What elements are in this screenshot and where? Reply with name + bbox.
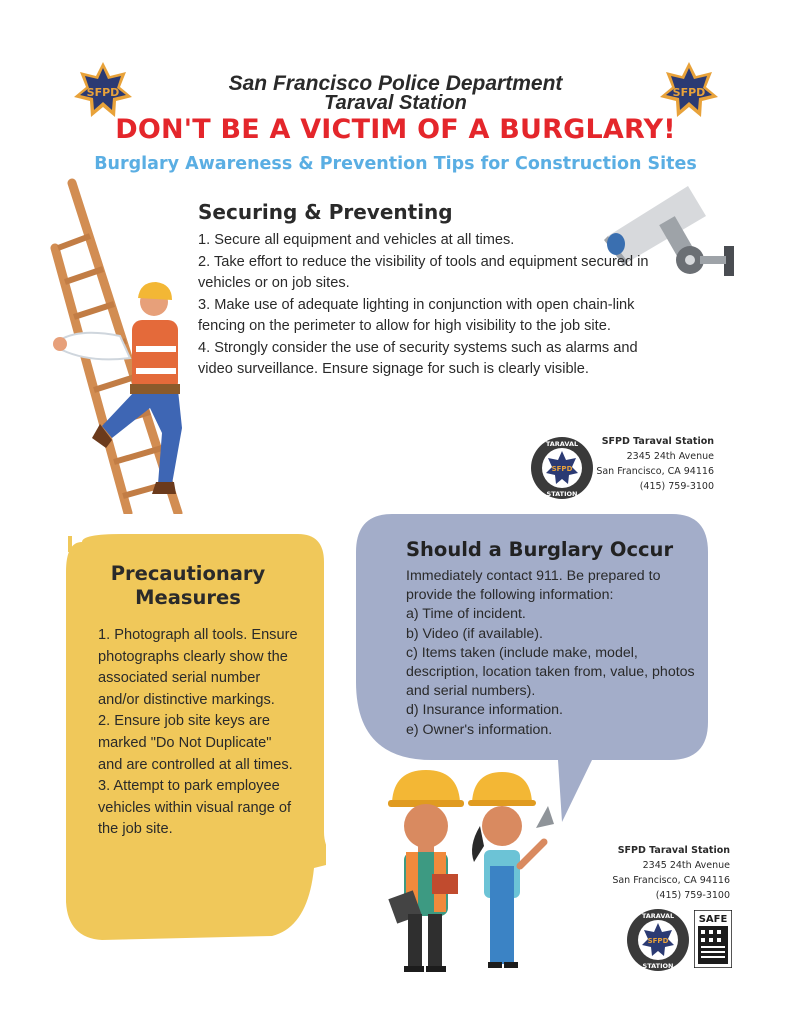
department-name: San Francisco Police Department: [228, 72, 563, 95]
svg-text:STATION: STATION: [642, 962, 674, 970]
burglary-heading: Should a Burglary Occur: [406, 538, 674, 561]
station-contact-bottom: [600, 843, 730, 903]
burglary-intro: Immediately contact 911. Be prepared to provide the following information:: [406, 568, 661, 604]
safe-program-logo: [694, 910, 732, 968]
badge-text: SFPD: [86, 86, 120, 99]
list-item: e) Owner's information.: [406, 721, 553, 738]
svg-text:SAFE: SAFE: [698, 914, 728, 925]
contact-name: SFPD Taraval Station: [617, 845, 730, 856]
svg-text:SFPD: SFPD: [551, 465, 573, 473]
list-item: b) Video (if available).: [406, 625, 543, 642]
taraval-station-badge: [530, 436, 594, 500]
ladder-worker-illustration: [50, 178, 195, 514]
female-worker-icon: [468, 772, 554, 968]
list-item: d) Insurance information.: [406, 702, 563, 719]
contact-street: 2345 24th Avenue: [642, 860, 730, 871]
burglary-list: [406, 567, 701, 740]
taraval-station-badge-bottom: [626, 908, 690, 972]
contact-name: SFPD Taraval Station: [601, 436, 714, 447]
precautionary-list: [98, 625, 298, 841]
list-item: 1. Photograph all tools. Ensure photographs clearly show the associated serial number and/or distinctive markings.: [98, 627, 298, 708]
main-title: DON'T BE A VICTIM OF A BURGLARY!: [115, 114, 676, 145]
list-item: 2. Take effort to reduce the visibility of tools and equipment secured in vehicles or on job sites.: [198, 253, 649, 291]
contact-phone: (415) 759-3100: [655, 890, 730, 901]
contact-street: 2345 24th Avenue: [626, 451, 714, 462]
precautionary-heading: Precautionary Measures: [110, 562, 266, 609]
svg-text:SFPD: SFPD: [647, 937, 669, 945]
list-item: a) Time of incident.: [406, 606, 526, 623]
list-item: 4. Strongly consider the use of security systems such as alarms and video surveillance. Ensure signage for such is clearly visible.: [198, 339, 638, 377]
svg-text:STATION: STATION: [546, 490, 578, 498]
svg-text:TARAVAL: TARAVAL: [545, 440, 579, 448]
subtitle: Burglary Awareness & Prevention Tips for Construction Sites: [94, 154, 697, 174]
construction-workers-illustration: [388, 766, 558, 978]
contact-city: San Francisco, CA 94116: [596, 466, 714, 477]
list-item: 1. Secure all equipment and vehicles at all times.: [198, 232, 515, 248]
list-item: 3. Attempt to park employee vehicles within visual range of the job site.: [98, 778, 292, 838]
contact-city: San Francisco, CA 94116: [612, 875, 730, 886]
svg-text:TARAVAL: TARAVAL: [641, 912, 675, 920]
list-item: c) Items taken (include make, model, description, location taken from, value, photos and serial numbers).: [406, 644, 695, 700]
badge-text: SFPD: [672, 86, 706, 99]
list-item: 2. Ensure job site keys are marked "Do Not Duplicate" and are controlled at all times.: [98, 713, 293, 773]
contact-phone: (415) 759-3100: [639, 481, 714, 492]
station-name: Taraval Station: [324, 92, 467, 114]
station-contact-top: [596, 434, 714, 494]
trowel-icon: [536, 806, 554, 828]
securing-heading: Securing & Preventing: [198, 200, 453, 224]
male-worker-icon: [388, 770, 464, 972]
securing-list: [198, 230, 658, 381]
list-item: 3. Make use of adequate lighting in conjunction with open chain-link fencing on the perimeter to allow for high visibility to the job site.: [198, 296, 635, 334]
